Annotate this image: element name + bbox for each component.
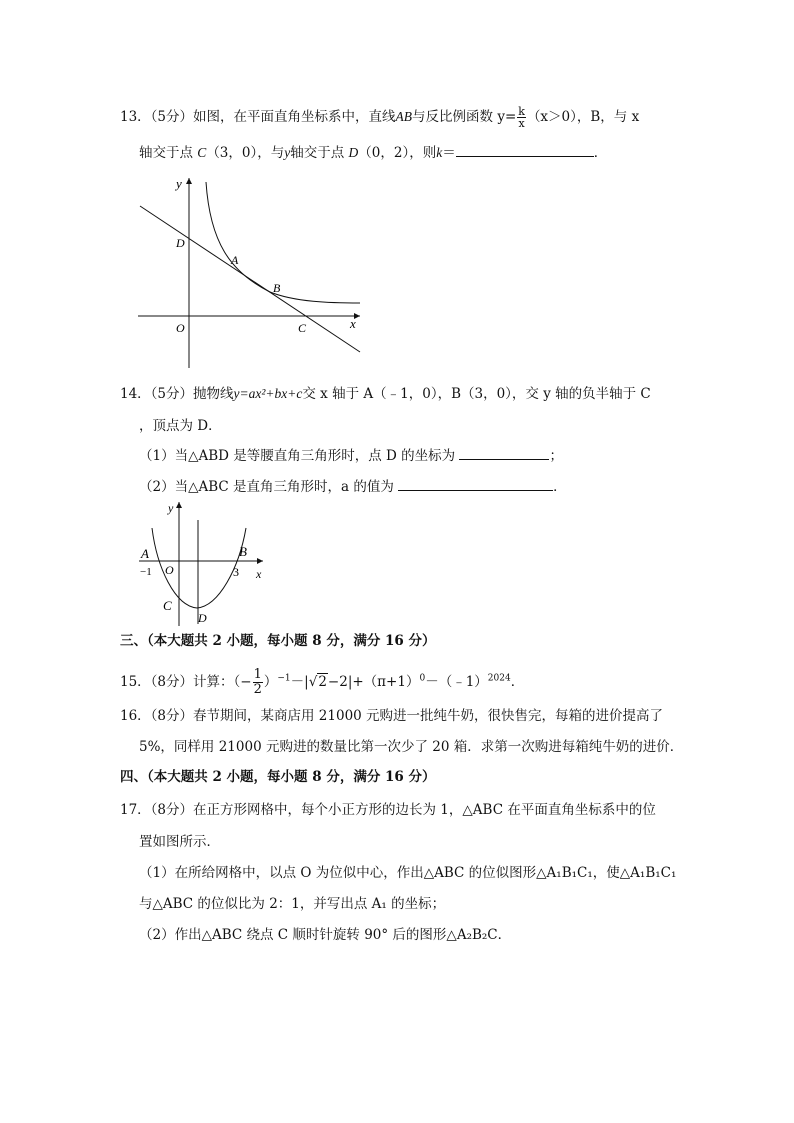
q15-middle: −2|+（π+1） [327, 674, 420, 690]
q13-label-c: C [298, 321, 307, 335]
q13-label-d: D [176, 236, 185, 250]
q14-lead: 14．（5分）抛物线 [120, 386, 234, 402]
q14-line1 [120, 385, 651, 403]
q14-graph [135, 498, 270, 628]
q13-lead: 13．（5分）如图，在平面直角坐标系中，直线 [120, 109, 396, 125]
q13-c-coord: （3，0），与 [206, 145, 285, 161]
q14-vertex-text: ，顶点为 D． [139, 418, 222, 434]
q13-label-x: x [350, 316, 356, 331]
q13-end: ． [593, 145, 608, 161]
q13-y-word: y [284, 145, 291, 160]
q15-abs-open: －| [290, 674, 309, 690]
q14-formula: y=ax²+bx+c [233, 386, 303, 401]
q15-paren: ） [263, 674, 278, 690]
q14-label-o: O [165, 563, 174, 577]
q14-label-y: y [168, 501, 174, 515]
q13-axis-text-2: 轴交于点 [290, 145, 345, 161]
q13-eq: ＝ [442, 145, 456, 161]
q14-sub1-end: ； [549, 448, 563, 464]
q13-c-label: C [197, 145, 207, 160]
q16-line2 [139, 738, 683, 756]
q14-label-a: A [141, 546, 149, 561]
q14-label-x: x [256, 567, 262, 581]
q13-line2 [139, 144, 607, 162]
q13-line-ab [140, 206, 360, 352]
q15-sqrt-value: 2 [318, 674, 327, 690]
q14-rest2: ，交 y 轴的负半轴于 C [511, 386, 651, 402]
q16-text-2: 5%，同样用 21000 元购进的数量比第一次少了 20 箱．求第一次购进每箱纯牛奶的进价． [139, 739, 684, 755]
q14-rest1: 交 x 轴于 [302, 386, 360, 402]
section-3-heading [120, 632, 436, 650]
q13-label-b: B [273, 281, 281, 295]
q14-points: A（﹣1，0），B（3，0） [363, 386, 512, 402]
q13-d-label: D [348, 145, 359, 160]
q14-sub1-text: （1）当△ABD 是等腰直角三角形时，点 D 的坐标为 [139, 448, 456, 464]
section-4-heading [120, 768, 436, 786]
q14-label-m1: −1 [140, 566, 152, 578]
q14-label-b: B [239, 544, 247, 559]
q15-exp2: 0 [419, 673, 426, 684]
q13-label-a: A [231, 253, 239, 267]
q15-frac-den: 2 [253, 682, 262, 697]
q17-line5 [139, 926, 511, 944]
q14-label-d: D [198, 611, 207, 625]
q14-sub1 [139, 447, 563, 465]
q15-sqrt [309, 673, 328, 691]
q13-frac-den: x [518, 117, 525, 130]
q17-text-4: 与△ABC 的位似比为 2：1，并写出点 A₁ 的坐标； [139, 896, 446, 912]
q17-text-2: 置如图所示． [139, 834, 220, 850]
q13-label-o: O [176, 321, 185, 335]
q14-label-3: 3 [233, 565, 239, 579]
q17-text-1: 17．（8分）在正方形网格中，每个小正方形的边长为 1，△ABC 在平面直角坐标系中的位 [120, 802, 656, 818]
q14-sub2 [139, 478, 567, 496]
q14-sub2-blank [398, 478, 553, 491]
q13-hyperbola [206, 182, 360, 303]
sqrt-icon: √ [308, 674, 318, 690]
q13-label-y: y [176, 176, 182, 191]
q15-exp3: 2024 [487, 673, 511, 684]
q17-line4 [139, 895, 445, 913]
q15-end: ． [510, 674, 525, 690]
q14-sub2-text: （2）当△ABC 是直角三角形时，a 的值为 [139, 479, 394, 495]
q15-tail: －（﹣1） [425, 674, 488, 690]
q13-line1 [120, 106, 639, 129]
q17-text-3: （1）在所给网格中，以点 O 为位似中心，作出△ABC 的位似图形△A₁B₁C₁，使△A₁B₁C₁ [139, 865, 677, 881]
q15-exp1: −1 [277, 673, 291, 684]
q14-sub2-end: ． [553, 479, 567, 495]
q13-d-coord: （0，2），则 [358, 145, 437, 161]
q13-k: k [436, 145, 443, 160]
q13-frac-num: k [518, 105, 525, 118]
q14-sub1-blank [459, 447, 549, 460]
q16-line1 [120, 707, 663, 725]
q14-line2 [139, 417, 222, 435]
q13-ab: AB [395, 109, 413, 124]
q15-neg: − [240, 674, 252, 690]
q15-fraction [253, 668, 263, 697]
q13-axis-text: 轴交于点 [139, 145, 193, 161]
q15-line [120, 668, 524, 697]
q17-line2 [139, 833, 220, 851]
q16-text-1: 16．（8分）春节期间，某商店用 21000 元购进一批纯牛奶，很快售完，每箱的进价提高了 [120, 708, 664, 724]
q17-text-5: （2）作出△ABC 绕点 C 顺时针旋转 90° 后的图形△A₂B₂C． [139, 927, 512, 943]
q17-line3 [139, 864, 676, 882]
q13-fraction [517, 106, 526, 129]
q15-frac-num: 1 [253, 667, 262, 682]
q15-lead: 15．（8分）计算：（ [120, 674, 241, 690]
q13-cond: （x＞0），B，与 x [526, 109, 640, 125]
section-4-text: 四、（本大题共 2 小题，每小题 8 分，满分 16 分） [120, 769, 436, 785]
q14-label-c: C [163, 598, 172, 613]
q13-mid: 与反比例函数 y= [412, 109, 517, 125]
q13-answer-blank [456, 144, 594, 157]
section-3-text: 三、（本大题共 2 小题，每小题 8 分，满分 16 分） [120, 633, 436, 649]
q17-line1 [120, 801, 656, 819]
q13-graph [130, 172, 370, 372]
